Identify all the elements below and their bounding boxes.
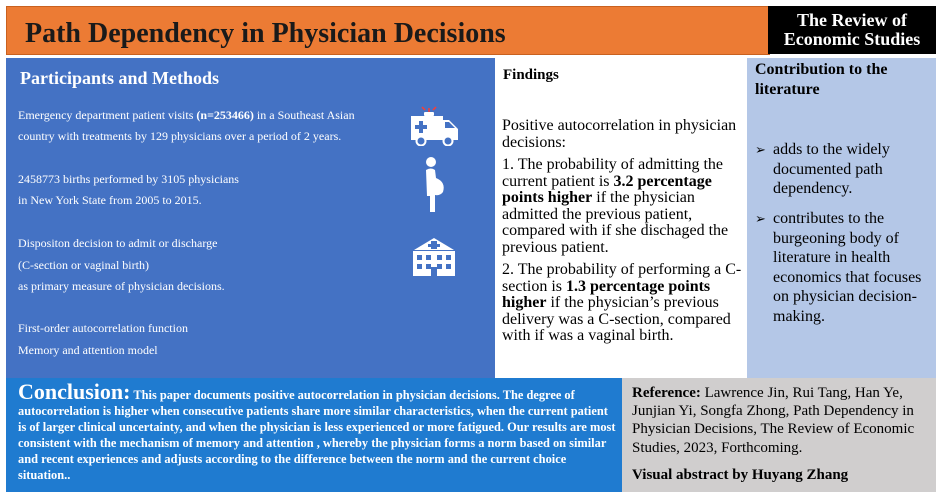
disposition-line1: Dispositon decision to admit or discharge: [18, 236, 218, 250]
conclusion-heading: Conclusion:: [18, 379, 131, 404]
contribution-bullet-2: [755, 209, 935, 329]
finding-1-highlight: 3.2 percentage points higher: [502, 172, 712, 206]
model-line1: First-order autocorrelation function: [18, 321, 188, 335]
pregnant-woman-icon: [418, 156, 448, 212]
conclusion-text: [18, 379, 618, 483]
contribution-bullet-1: [755, 140, 935, 200]
contribution-bullet-2-text: contributes to the burgeoning body of literature in health economics that focuses on physician decision-making.: [773, 210, 922, 325]
ed-visits-line1: [18, 104, 355, 127]
ed-visits-text-post: in a Southeast Asian: [253, 108, 355, 122]
disposition-line2: (C-section or vaginal birth): [18, 258, 149, 272]
reference-panel: [622, 378, 936, 492]
journal-name-line1: The Review of: [797, 10, 907, 30]
ed-visits-text: Emergency department patient visits: [18, 108, 197, 122]
reference-label: Reference:: [632, 385, 701, 401]
births-line2: in New York State from 2005 to 2015.: [18, 193, 202, 207]
findings-panel: [495, 58, 747, 378]
contribution-panel: [747, 58, 936, 378]
contribution-bullet-1-text: adds to the widely documented path dependency.: [773, 141, 890, 198]
finding-1-text: 1. The probability of admitting the current patient is: [502, 156, 723, 190]
reference-text: [632, 384, 932, 457]
finding-2-text-post: if the physician’s previous delivery was a C-section, compared with if was a vaginal birth.: [502, 294, 731, 344]
finding-2-highlight: 1.3 percentage points higher: [502, 277, 711, 311]
contribution-heading: Contribution to the literature: [755, 61, 888, 98]
conclusion-panel: [6, 378, 622, 492]
reference-citation: Lawrence Jin, Rui Tang, Han Ye, Junjian Yi, Songfa Zhong, Path Dependency in Physician Decisions, The Review of Economic Studies, 2023, Forthcoming.: [632, 385, 915, 456]
methods-panel: [6, 58, 495, 378]
finding-2-text: 2. The probability of performing a C-section is: [502, 261, 742, 295]
disposition-line3: as primary measure of physician decisions.: [18, 279, 225, 293]
sample-size: (n=253466): [196, 108, 254, 122]
finding-1-text-post: if the physician admitted the previous patient, compared with if she dischaged the previous patient.: [502, 189, 729, 256]
findings-heading: Findings: [503, 67, 559, 83]
journal-name-line2: Economic Studies: [783, 29, 921, 49]
visual-abstract-credit: Visual abstract by Huyang Zhang: [632, 467, 849, 483]
hospital-icon: [409, 234, 459, 278]
conclusion-body: This paper documents positive autocorrelation in physician decisions. The degree of autocorrelation is higher when consecutive patients share more similar characteristics, when the current patient is of larger clinical uncertainty, and when the physician is less experienced or more fatigued. Our results are most consistent with the mechanism of memory and attention , whereby the physician forms a norm based on similar and recent experiences and adjusts according to the difference between the norm and the current choice situation..: [18, 388, 616, 482]
findings-intro: Positive autocorrelation in physician decisions:: [502, 117, 737, 151]
births-line1: 2458773 births performed by 3105 physicians: [18, 172, 239, 186]
finding-2: [502, 262, 746, 345]
journal-badge: [768, 6, 936, 54]
model-line2: Memory and attention model: [18, 343, 158, 357]
ed-visits-line2: country with treatments by 129 physicians over a period of 2 years.: [18, 129, 342, 143]
arrow-bullet-icon: ➢: [755, 142, 766, 157]
arrow-bullet-icon: ➢: [755, 211, 766, 226]
page-title: Path Dependency in Physician Decisions: [25, 18, 506, 49]
title-bar: [6, 6, 770, 55]
findings-body: [502, 118, 746, 351]
finding-1: [502, 157, 746, 256]
ambulance-icon: [409, 106, 461, 146]
methods-heading: Participants and Methods: [20, 68, 220, 88]
